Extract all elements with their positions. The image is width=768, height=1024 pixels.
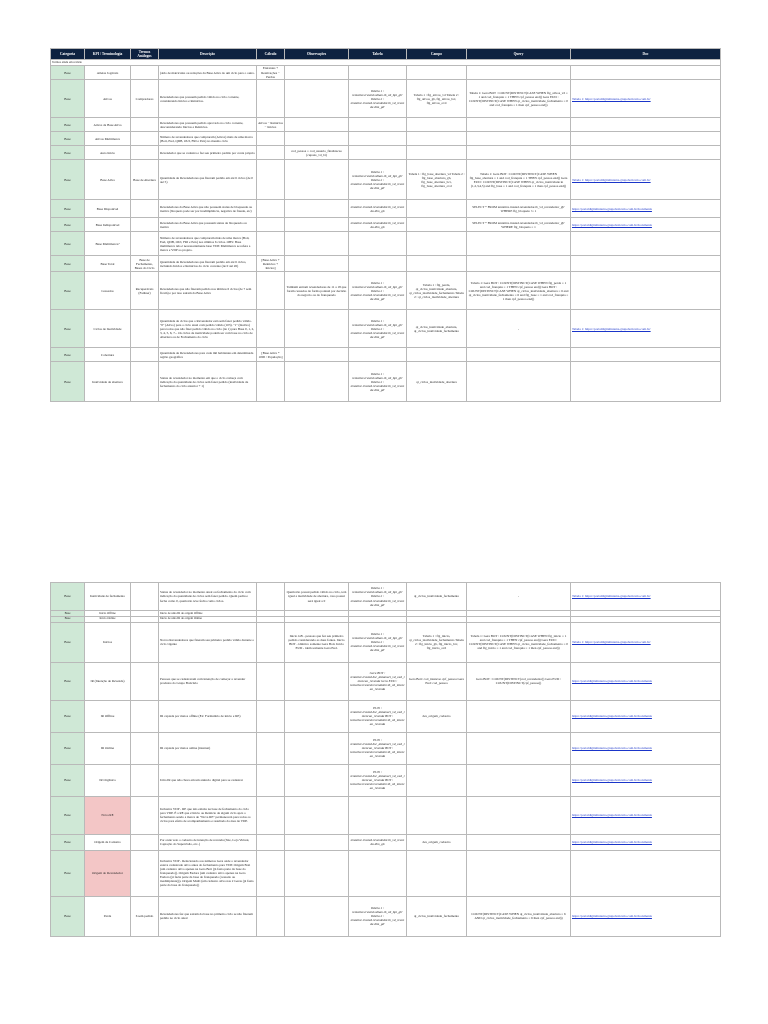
kpi-cell: Inícios xyxy=(85,622,131,662)
synonyms-cell xyxy=(131,583,159,611)
observations-cell: Início GB - pessoas que fez seu primeiro pedido considerando as duas fontes. Início BOT - idêntico somente Gera Boti. Início EUD - idem somente Gera Eud. xyxy=(285,622,349,662)
kpi-cell: Nova RE xyxy=(85,796,131,834)
synonyms-cell xyxy=(131,362,159,402)
synonyms-cell xyxy=(131,232,159,256)
table-row xyxy=(51,232,721,256)
table-cell: tentative.trusted.revendedor.tb_vd_revenda dim_gb xyxy=(349,218,407,232)
description-cell: Quantidade de Revendedores que fizeram pedido em até 6 ciclos, incluindo Inícios e Reinícios do ciclo corrente (de 0 até 26) xyxy=(159,256,257,272)
description-cell: IR captada por meios online (internet) xyxy=(159,732,257,764)
calculation-cell xyxy=(257,310,285,348)
calculation-cell xyxy=(257,80,285,118)
query-cell: Tabela 1: Gera BOT : COUNT(DISTINCT(CASE WHEN flg_base_abertura = 1 and cod_franquia = 1 THEN cpf_pessoa end)) Gera EUD : COUNT(DISTINCT(CASE WHEN qt_ciclos_inatividade in (1,2,3,4,5) and flg_base = 1 and cod_franquia = 1 then cpf_pessoa end)) xyxy=(467,160,571,200)
synonyms-cell xyxy=(131,850,159,896)
table-row xyxy=(51,896,721,936)
calculation-cell xyxy=(257,362,285,402)
query-cell xyxy=(467,362,571,402)
calculation-cell xyxy=(257,146,285,160)
field-cell xyxy=(407,200,467,218)
category-cell: Base xyxy=(51,80,85,118)
category-cell: Base xyxy=(51,310,85,348)
query-cell xyxy=(467,850,571,896)
table-row xyxy=(51,256,721,272)
table-row xyxy=(51,700,721,732)
description-cell: Status do revendedor no momento em que o ciclo começa com indicação da quantidade de ciclos sem fazer pedido (inatividade de fechamento do ciclo anterior + 1) xyxy=(159,362,257,402)
observations-cell xyxy=(285,118,349,132)
synonyms-cell xyxy=(131,310,159,348)
table-row xyxy=(51,796,721,834)
category-cell: Base xyxy=(51,272,85,310)
synonyms-cell xyxy=(131,118,159,132)
table-cell: Tabela 1 : tentative.trusted.selkan.tb_vd_bpt_gb' Tabela 2 : tentative.trusted.revendedor.tb_vd_revenda dim_gb' xyxy=(349,80,407,118)
description-cell: Revendedores que não fizeram pedido nos últimos 6 ciclos (de 7 sem ficam) e por isso saíram da Base Ativa xyxy=(159,272,257,310)
field-cell: qt_ciclos_inatividade_fechamento xyxy=(407,583,467,611)
calculation-cell xyxy=(257,583,285,611)
category-cell: Base xyxy=(51,348,85,362)
kpi-cell: IR Orgânica xyxy=(85,764,131,796)
table-cell: Tabela 1 : tentative.trusted.selkan.tb_vd_bpt_gb' Tabela 2 : tentative.trusted.revendedor.tb_vd_revenda dim_gb' xyxy=(349,896,407,936)
doc-link xyxy=(571,850,721,896)
kpi-table-page-2 xyxy=(50,582,721,937)
kpi-cell: Cobertura xyxy=(85,348,131,362)
synonyms-cell xyxy=(131,132,159,146)
synonyms-cell xyxy=(131,218,159,232)
column-header: Doc xyxy=(571,49,721,60)
column-header: Observações xyxy=(285,49,349,60)
description-cell: Revendedores que possuem pedido válido no ciclo corrente, considerando Inícios e Reinícios. xyxy=(159,80,257,118)
observations-cell xyxy=(285,348,349,362)
category-cell: Base xyxy=(51,896,85,936)
doc-link[interactable]: Tabela 1: https://portaldigitalinterna.grupoboticario.com.br/ xyxy=(571,310,721,348)
kpi-cell: Inatividade de abertura xyxy=(85,362,131,402)
description-cell: Revendedores que possuem pedido aprovado no ciclo corrente, desconsiderando Inícios e Reinícios. xyxy=(159,118,257,132)
query-cell: Gera BOT : COUNT(DISTINCT(cod_revendedor)) Gera EUD : COUNT(DISTINCT(cpf_pessoa)) xyxy=(467,662,571,700)
kpi-cell: Perda xyxy=(85,896,131,936)
synonyms-cell xyxy=(131,662,159,700)
description-cell: Inclusive VDP - Relacionado aos números Gera onde o revendedor estava cadastrado ativo antes do fechamento para VDP. Origem Boti (um cadastro ativo apenas na Gera Boti (já fazia parte da base do franqueado)). Origem Eudora (um cadastro ativo apenas na Gera Eudora (já fazia parte da base do franqueado (cessado ou inadimplente))). Origem Multi (um cadastro ativo nas 2 Geras (já fazia parte da base do franqueado)) xyxy=(159,850,257,896)
kpi-cell: Origem do Revendedor xyxy=(85,850,131,896)
doc-link[interactable]: https://portaldigitalinterna.grupoboticario.com.br/documents xyxy=(571,796,721,834)
query-cell: SELECT * FROM tentative.trusted.revendedor.tb_vd_revendedor_gb' WHERE flg_bloqueio = 1 xyxy=(467,218,571,232)
description-cell: Revendedores fez que saíram da base no primeiro ciclo se não fizerem pedido no ciclo atual xyxy=(159,896,257,936)
table-row xyxy=(51,80,721,118)
calculation-cell xyxy=(257,764,285,796)
calculation-cell xyxy=(257,850,285,896)
column-header: Categoria xyxy=(51,49,85,60)
synonyms-cell: Base de Abertura xyxy=(131,160,159,200)
query-cell: - xyxy=(467,310,571,348)
category-cell: Base xyxy=(51,796,85,834)
calculation-cell xyxy=(257,272,285,310)
observations-cell xyxy=(285,662,349,700)
synonyms-cell xyxy=(131,796,159,834)
field-cell xyxy=(407,132,467,146)
sheet-page-2 xyxy=(50,582,720,937)
observations-cell xyxy=(285,700,349,732)
calculation-cell xyxy=(257,232,285,256)
category-cell: Base xyxy=(51,583,85,611)
doc-link[interactable]: https://portaldigitalinterna.grupoboticario.com.br/documents xyxy=(571,700,721,732)
calculation-cell xyxy=(257,132,285,146)
table-row xyxy=(51,732,721,764)
observations-cell xyxy=(285,232,349,256)
description-cell: Por onde veio o cadastro de intenção de revenda (Site, Loja Virtual, Captação do Supervisão, etc..) xyxy=(159,834,257,850)
synonyms-cell: Base de Fechamento, Bases do Ciclo xyxy=(131,256,159,272)
kpi-cell: Início Online xyxy=(85,616,131,622)
query-cell xyxy=(467,65,571,79)
description-cell: Revendedores da Base Ativa que não possuem status de bloqueada ou inativa (bloqueio pode ser por inadimplência, negativa de fraude, etc) xyxy=(159,200,257,218)
doc-link xyxy=(571,118,721,132)
description-cell: Início de uma IR de origem Online xyxy=(159,616,257,622)
kpi-cell: Atletas Jogáveis xyxy=(85,65,131,79)
doc-link xyxy=(571,232,721,256)
field-cell: Gera Boti: cod_intencao cpf_pessoa Gera Eud: cod_pessoa xyxy=(407,662,467,700)
description-cell: Número de revendedores que compraram (Ativos) mais de uma marca (Boti, Eud, QDB, OUI, FRI e Pets) no mesmo ciclo xyxy=(159,132,257,146)
observations-cell xyxy=(285,796,349,834)
table-cell: Tabela 1 : tentative.trusted.selkan.tb_vd_bpt_gb' Tabela 2 : tentative.trusted.revendedor.tb_vd_revenda dim_gb' xyxy=(349,622,407,662)
field-cell: Tabela 1 : flg_inicio, qt_ciclos_inatividade_fechamento Tabela 2 : flg_inicio_gb, flg_inicio_bcr, flg_inicio_ovd xyxy=(407,622,467,662)
table-cell xyxy=(349,796,407,834)
table-cell: Tabela 1 : tentative.trusted.selkan.tb_vd_bpt_gb' Tabela 2 : tentative.trusted.revendedor.tb_vd_revenda dim_gb' xyxy=(349,362,407,402)
kpi-cell: Cessados xyxy=(85,272,131,310)
description-cell: Revendedores da Base Ativa que possuem status de bloqueado ou inativo xyxy=(159,218,257,232)
column-header: Cálculo xyxy=(257,49,285,60)
synonyms-cell: 6 sem pedido xyxy=(131,896,159,936)
query-cell xyxy=(467,146,571,160)
doc-link[interactable]: https://portaldigitalinterna.grupoboticario.com.br/documents xyxy=(571,218,721,232)
doc-link[interactable]: https://portaldigitalinterna.grupoboticario.com.br/documents xyxy=(571,896,721,936)
calculation-cell xyxy=(257,896,285,936)
doc-link xyxy=(571,65,721,79)
synonyms-cell xyxy=(131,764,159,796)
kpi-cell: Ativos xyxy=(85,80,131,118)
category-cell: Base xyxy=(51,218,85,232)
calculation-cell: [Base Ativa * 1000 / População] xyxy=(257,348,285,362)
field-cell xyxy=(407,850,467,896)
synonyms-cell xyxy=(131,146,159,160)
calculation-cell xyxy=(257,622,285,662)
doc-link[interactable]: Tabela 1: https://portaldigitalinterna.grupoboticario.com.br/ xyxy=(571,160,721,200)
column-header: Query xyxy=(467,49,571,60)
description-cell: Quantidade de ciclos que o Revendedor está sem fazer pedido válido. "0" (Ativo) para o ciclo atual com pedido válido (103). "1" (Inativo) para todos que não fizer pedido válido no ciclo (de 1) para Base 0, 1, 2, 3, 4, 5, 6, 7... Os ciclos de inatividade podem ser com base no ciclo de Abertura ou de Fechamento do ciclo xyxy=(159,310,257,348)
table-row xyxy=(51,622,721,662)
calculation-cell xyxy=(257,732,285,764)
doc-link xyxy=(571,362,721,402)
category-cell: Base xyxy=(51,200,85,218)
table-row xyxy=(51,764,721,796)
table-cell xyxy=(349,146,407,160)
kpi-cell: Base Multimarca? xyxy=(85,232,131,256)
calculation-cell: Ativos − Reinícios − Inícios xyxy=(257,118,285,132)
kpi-cell: IR Offline xyxy=(85,700,131,732)
observations-cell: Quem não possui pedido válido no ciclo, terá igual a inatividade de abertura, caso possui será igual a 0 xyxy=(285,583,349,611)
field-cell: des_origem_cadastro xyxy=(407,834,467,850)
observations-cell xyxy=(285,65,349,79)
description-cell: IR captada por meios offline (Ex: Formulário de início e RE) xyxy=(159,700,257,732)
observations-cell xyxy=(285,362,349,402)
doc-link xyxy=(571,348,721,362)
field-cell: qt_ciclos_inatividade_fechamento xyxy=(407,896,467,936)
table-cell: Tabela 1 : tentative.trusted.selkan.tb_vd_bpt_gb' Tabela 2 : tentative.trusted.revendedor.tb_vd_revenda dim_gb' xyxy=(349,160,407,200)
synonyms-cell xyxy=(131,732,159,764)
table-cell: tentative.trusted.revendedor.tb_vd_revenda dim_gb xyxy=(349,200,407,218)
calculation-cell xyxy=(257,834,285,850)
query-cell xyxy=(467,700,571,732)
category-cell: Base xyxy=(51,732,85,764)
kpi-table-page-1 xyxy=(50,48,721,402)
kpi-cell: Ciclos de Inatividade xyxy=(85,310,131,348)
table-cell: tentative.trusted.revendedor.tb_vd_revenda dim_gb xyxy=(349,834,407,850)
doc-link[interactable]: https://portaldigitalinterna.grupoboticario.com.br/documents xyxy=(571,732,721,764)
table-cell xyxy=(349,65,407,79)
calculation-cell xyxy=(257,160,285,200)
query-cell: - xyxy=(467,583,571,611)
table-row xyxy=(51,583,721,611)
table-cell xyxy=(349,850,407,896)
query-cell: COUNT(DISTINCT(CASE WHEN qt_ciclos_inatividade_abertura = 6 AND qt_ciclos_inatividade_fechamento = 6 then cpf_pessoa end)) xyxy=(467,896,571,936)
table-cell: EUD : tentative.trusted.bsc_datamart_vd_cad_intencao_revenda BOT : tentative.trusted.revendedor.tb_vd_intencao_revenda xyxy=(349,700,407,732)
field-cell: qt_ciclos_inatividade_abertura, qt_ciclos_inatividade_fechamento xyxy=(407,310,467,348)
query-cell xyxy=(467,132,571,146)
synonyms-cell xyxy=(131,348,159,362)
field-cell xyxy=(407,732,467,764)
table-row xyxy=(51,662,721,700)
description-cell: Uma IR que não chora em um anúncio digital para se cadastrar xyxy=(159,764,257,796)
synonyms-cell xyxy=(131,65,159,79)
field-cell xyxy=(407,348,467,362)
query-cell: Tabela 1: Gera BOT : COUNT(DISTINCT(CASE WHEN flg_perda = 1 and cod_franquia = 1 THEN cpf_pessoa end)) Gera BOT : COUNT(DISTINCT(CASE WHEN qt_ciclos_inatividade_abertura = 6 and qt_ciclos_inatividade_fechamento = 6 and flg_base = 1 and cod_franquia = 1 then cpf_pessoa end)) xyxy=(467,272,571,310)
category-cell: Base xyxy=(51,132,85,146)
table-row xyxy=(51,348,721,362)
synonyms-cell: Recuperáveis (Fadiner) xyxy=(131,272,159,310)
header-row xyxy=(51,49,721,60)
query-cell xyxy=(467,232,571,256)
doc-link xyxy=(571,256,721,272)
description-cell: Início de uma IR de origem Offline xyxy=(159,611,257,617)
query-cell xyxy=(467,834,571,850)
observations-cell xyxy=(285,80,349,118)
query-cell xyxy=(467,256,571,272)
doc-link[interactable]: Tabela 1: https://portaldigitalinterna.grupoboticario.com.br/ xyxy=(571,622,721,662)
category-cell: Base xyxy=(51,611,85,617)
table-row xyxy=(51,132,721,146)
table-row xyxy=(51,272,721,310)
doc-link[interactable]: Tabela 1: https://portaldigitalinterna.grupoboticario.com.br/ xyxy=(571,80,721,118)
observations-cell: cod_pessoa = cod_usuario_finalizacao (cupons_vd_bt) xyxy=(285,146,349,160)
description-cell: Número de revendedores que compraram mais de uma marca (Boti, Eud, QDB, OUI, FRI e Pets) nos últimos 6 ciclos. OBS: Base multimarca não é necessariamente base VDP. Multimarca se refere a marca e VDP ao projeto. xyxy=(159,232,257,256)
kpi-cell: Ativos Multimarca xyxy=(85,132,131,146)
doc-link[interactable]: Tabela 1: https://portaldigitalinterna.grupoboticario.com.br/ xyxy=(571,583,721,611)
observations-cell xyxy=(285,732,349,764)
review-note: Termos ainda em revisão xyxy=(51,59,721,65)
observations-cell xyxy=(285,132,349,146)
description-cell: Quantidade de Revendedores que fizeram pedido em até 6 ciclos (de 0 até 5) xyxy=(159,160,257,200)
doc-link[interactable]: https://portaldigitalinterna.grupoboticario.com.br/documents xyxy=(571,834,721,850)
observations-cell xyxy=(285,310,349,348)
sheet-page-1 xyxy=(50,48,720,402)
query-cell xyxy=(467,796,571,834)
field-cell xyxy=(407,146,467,160)
query-cell: SELECT * FROM tentative.trusted.revendedor.tb_vd_revendedor_gb' WHERE flg_bloqueio != 1 xyxy=(467,200,571,218)
table-row xyxy=(51,834,721,850)
observations-cell xyxy=(285,218,349,232)
description-cell: (aldo de matrículas ou redações da Base Ativa do um ciclo para o outro. xyxy=(159,65,257,79)
field-cell xyxy=(407,764,467,796)
observations-cell xyxy=(285,834,349,850)
calculation-cell xyxy=(257,662,285,700)
doc-link[interactable]: https://portaldigitalinterna.grupoboticario.com.br/documents xyxy=(571,662,721,700)
table-row xyxy=(51,160,721,200)
kpi-cell: Base Disponível xyxy=(85,200,131,218)
field-cell: qt_ciclos_inatividade_abertura xyxy=(407,362,467,402)
synonyms-cell xyxy=(131,200,159,218)
kpi-cell: Auto Início xyxy=(85,146,131,160)
category-cell: Base xyxy=(51,232,85,256)
table-row xyxy=(51,850,721,896)
synonyms-cell xyxy=(131,700,159,732)
kpi-cell: Base Total xyxy=(85,256,131,272)
column-header: Descrição xyxy=(159,49,257,60)
category-cell: Base xyxy=(51,256,85,272)
field-cell: Tabela 1 : flg_base_abertura_vd Tabela 2 : flg_base_abertura_gb, flg_base_abertura_bcr, flg_base_abertura_ovd xyxy=(407,160,467,200)
table-cell: Tabela 1 : tentative.trusted.selkan.tb_vd_bpt_gb' Tabela 2 : tentative.trusted.revendedor.tb_vd_revenda dim_gb' xyxy=(349,310,407,348)
field-cell xyxy=(407,118,467,132)
calculation-cell xyxy=(257,700,285,732)
description-cell: Status do revendedor no momento atual ou fechamento do ciclo com indicação da quantidade de ciclos sem fazer pedido. Quem pediu e fecha como 0, quem não teve fecha como ciclos. xyxy=(159,583,257,611)
table-row xyxy=(51,218,721,232)
category-cell: Base xyxy=(51,850,85,896)
field-cell: Tabela 1 : flg_perda, qt_ciclos_inatividade_abertura, qt_ciclos_inatividade_fechamento Tabela 2 : qt_ciclos_inatividade_abertura xyxy=(407,272,467,310)
calculation-cell xyxy=(257,796,285,834)
category-cell: Base xyxy=(51,616,85,622)
category-cell: Base xyxy=(51,834,85,850)
doc-link xyxy=(571,146,721,160)
description-cell: Pessoas que se cadastraram com intenção de começar a revender produtos do Grupo Boticário xyxy=(159,662,257,700)
table-row xyxy=(51,200,721,218)
description-cell: Revendedor que se cadastra e faz seu primeiro pedido por conta própria xyxy=(159,146,257,160)
table-cell xyxy=(349,232,407,256)
column-header: Campo xyxy=(407,49,467,60)
synonyms-cell xyxy=(131,834,159,850)
table-cell: Tabela 1 : tentative.trusted.selkan.tb_vd_bpt_gb' Tabela 2 : tentative.trusted.revendedor.tb_vd_revenda dim_gb' xyxy=(349,272,407,310)
observations-cell xyxy=(285,200,349,218)
field-cell: Tabela 1 : flg_ativos_vd Tabela 2 : flg_ativos_gb, flg_ativos_bcr, flg_ativos_ovd xyxy=(407,80,467,118)
table-cell xyxy=(349,348,407,362)
calculation-cell: [Base Ativa + Reinícios + Inícios] xyxy=(257,256,285,272)
description-cell: Quantidade de Revendedores para cada mil habitantes em determinada região geográfica xyxy=(159,348,257,362)
category-cell: Base xyxy=(51,700,85,732)
table-cell: Gera BOT : tentative.trusted.bsc_datamart_vd_cad_intencao_revenda Gera EUD : tentative.trusted.revendedor.tb_vd_intencao_revenda xyxy=(349,662,407,700)
observations-cell xyxy=(285,256,349,272)
doc-link xyxy=(571,272,721,310)
doc-link xyxy=(571,132,721,146)
category-cell: Base xyxy=(51,118,85,132)
table-cell xyxy=(349,256,407,272)
query-cell: Tabela 1: Gera BOT : COUNT(DISTINCT(CASE WHEN flg_inicio = 1 and cod_franquia = 1 THEN cpf_pessoa end)) Gera EUD : COUNT(DISTINCT(CASE WHEN qt_ciclos_inatividade_fechamento = 0 and flg_inicio = 1 and cod_franquia = 1 then cpf_pessoa end)) xyxy=(467,622,571,662)
description-cell: Inclusive VDP - RE que não existia na base de fechamento do ciclo para VDP. É a RE que é Início ou Reinício de algum ciclo após o fechamento sendo a marca de "Nova RE" permanecerá para todos os ciclos para efeito de acompanhamento e resultado da área de VDP. xyxy=(159,796,257,834)
table-row xyxy=(51,65,721,79)
doc-link[interactable]: https://portaldigitalinterna.grupoboticario.com.br/documents xyxy=(571,200,721,218)
kpi-cell: Inatividade de fechamento xyxy=(85,583,131,611)
synonyms-cell: Compradores xyxy=(131,80,159,118)
query-cell: Tabela 1: Gera BOT : COUNT(DISTINCT(CASE WHEN flg_ativos_vd = 1 and cod_franquia = 1 THEN cpf_pessoa end)) Gera EUD : COUNT(DISTINCT(CASE WHEN qt_ciclos_inatividade_fechamento = 0 and cod_franquia = 1 then cpf_pessoa end)) xyxy=(467,80,571,118)
description-cell: Novos Revendedores que fizeram seu primeiro pedido válido durante o ciclo vigente xyxy=(159,622,257,662)
kpi-cell: IR Online xyxy=(85,732,131,764)
table-cell: EUD : tentative.trusted.bsc_datamart_vd_cad_intencao_revenda BOT : tentative.trusted.revendedor.tb_vd_intencao_revenda xyxy=(349,732,407,764)
field-cell: des_origem_cadastro xyxy=(407,700,467,732)
field-cell xyxy=(407,232,467,256)
query-cell xyxy=(467,764,571,796)
category-cell: Base xyxy=(51,160,85,200)
observations-cell xyxy=(285,764,349,796)
kpi-cell: Base Ativa xyxy=(85,160,131,200)
category-cell: Base xyxy=(51,362,85,402)
column-header: KPI / Terminologia xyxy=(85,49,131,60)
field-cell xyxy=(407,65,467,79)
column-header: Termos Análogos xyxy=(131,49,159,60)
table-row xyxy=(51,118,721,132)
table-row xyxy=(51,146,721,160)
category-cell: Base xyxy=(51,65,85,79)
kpi-cell: Origem de Cadastro xyxy=(85,834,131,850)
column-header: Tabela xyxy=(349,49,407,60)
kpi-cell: Ativos da Base Ativa xyxy=(85,118,131,132)
category-cell: Base xyxy=(51,622,85,662)
field-cell xyxy=(407,796,467,834)
calculation-cell: Entrantes + Reativações − Perdas xyxy=(257,65,285,79)
kpi-cell: Base Indisponível xyxy=(85,218,131,232)
observations-cell xyxy=(285,160,349,200)
query-cell xyxy=(467,348,571,362)
table-cell: EUD : tentative.trusted.bsc_datamart_vd_cad_intencao_revenda BOT : tentative.trusted.revendedor.tb_vd_intencao_revenda xyxy=(349,764,407,796)
observations-cell xyxy=(285,850,349,896)
field-cell xyxy=(407,218,467,232)
query-cell xyxy=(467,732,571,764)
observations-cell: Também entram revendedores de 11 a 18 que foram cessados de forma pontual por decisão do negócio ou do franqueado xyxy=(285,272,349,310)
table-row xyxy=(51,362,721,402)
category-cell: Base xyxy=(51,764,85,796)
kpi-cell: IR (Intenção de Revenda) xyxy=(85,662,131,700)
category-cell: Base xyxy=(51,146,85,160)
synonyms-cell xyxy=(131,622,159,662)
table-cell xyxy=(349,118,407,132)
query-cell xyxy=(467,118,571,132)
doc-link[interactable]: https://portaldigitalinterna.grupoboticario.com.br/documents xyxy=(571,764,721,796)
observations-cell xyxy=(285,896,349,936)
table-cell: Tabela 1 : tentative.trusted.selkan.tb_vd_bpt_gb' Tabela 2 : tentative.trusted.revendedor.tb_vd_revenda dim_gb' xyxy=(349,583,407,611)
table-row xyxy=(51,310,721,348)
category-cell: Base xyxy=(51,662,85,700)
calculation-cell xyxy=(257,218,285,232)
calculation-cell xyxy=(257,200,285,218)
kpi-cell: Início Offline xyxy=(85,611,131,617)
table-cell xyxy=(349,132,407,146)
field-cell xyxy=(407,256,467,272)
